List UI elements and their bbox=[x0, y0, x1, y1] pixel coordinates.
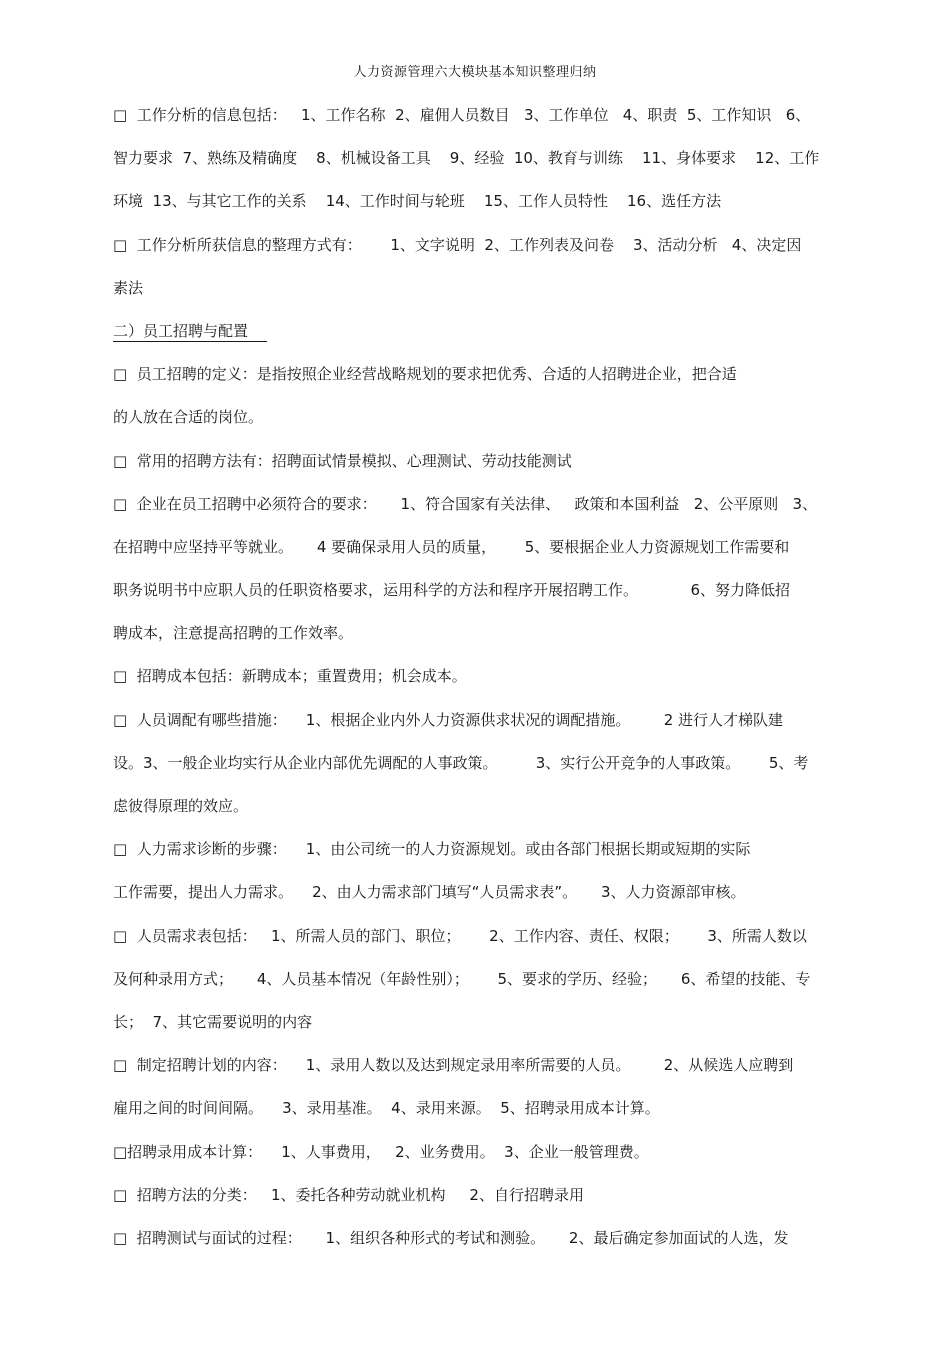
section-heading-text: 二）员工招聘与配置 bbox=[113, 321, 268, 340]
text-line: 在招聘中应坚持平等就业。 4 要确保录用人员的质量， 5、要根据企业人力资源规划工作需要和 bbox=[113, 537, 790, 556]
text-line: □ 人力需求诊断的步骤： 1、由公司统一的人力资源规划。或由各部门根据长期或短期的实际 bbox=[113, 840, 751, 859]
text-line: 长； 7、其它需要说明的内容 bbox=[113, 1012, 313, 1031]
text-line: 素法 bbox=[113, 278, 144, 297]
text-line: 设。3、一般企业均实行从企业内部优先调配的人事政策。 3、实行公开竞争的人事政策。 5、考 bbox=[113, 753, 809, 772]
section-heading bbox=[113, 316, 838, 359]
text-line: 虑彼得原理的效应。 bbox=[113, 797, 249, 815]
text-line: □ 招聘测试与面试的过程： 1、组织各种形式的考试和测验。 2、最后确定参加面试的人选，发 bbox=[113, 1228, 789, 1247]
text-line: □ 员工招聘的定义：是指按照企业经营战略规划的要求把优秀、合适的人招聘进企业，把合适 bbox=[113, 365, 737, 384]
text-line: 聘成本，注意提高招聘的工作效率。 bbox=[113, 624, 354, 643]
text-line: □ 常用的招聘方法有：招聘面试情景模拟、心理测试、劳动技能测试 bbox=[113, 451, 572, 470]
text-line: □ 人员需求表包括： 1、所需人员的部门、职位； 2、工作内容、责任、权限； 3、所需人数以 bbox=[113, 926, 807, 945]
text-line: 及何种录用方式； 4、人员基本情况（年龄性别）； 5、要求的学历、经验； 6、希望的技能、专 bbox=[113, 969, 811, 988]
text-line: 雇用之间的时间间隔。 3、录用基准。 4、录用来源。 5、招聘录用成本计算。 bbox=[113, 1099, 660, 1118]
text-line: 工作需要，提出人力需求。 2、由人力需求部门填写“人员需求表”。 3、人力资源部审核。 bbox=[113, 883, 746, 902]
text-line: □ 制定招聘计划的内容： 1、录用人数以及达到规定录用率所需要的人员。 2、从候选人应聘到 bbox=[113, 1056, 794, 1075]
text-line: □ 企业在员工招聘中必须符合的要求： 1、符合国家有关法律、 政策和本国利益 2、公平原则 3、 bbox=[113, 494, 818, 513]
text-line: □ 招聘方法的分类： 1、委托各种劳动就业机构 2、自行招聘录用 bbox=[113, 1185, 584, 1204]
text-line: 职务说明书中应职人员的任职资格要求，运用科学的方法和程序开展招聘工作。 6、努力降低招 bbox=[113, 581, 790, 600]
text-line: □ 工作分析的信息包括： 1、工作名称 2、雇佣人员数目 3、工作单位 4、职责 5、工作知识 6、 bbox=[113, 106, 811, 124]
page-header: 人力资源管理六大模块基本知识整理归纳 bbox=[353, 65, 597, 80]
text-line: 环境 13、与其它工作的关系 14、工作时间与轮班 15、工作人员特性 16、选任方法 bbox=[113, 192, 722, 211]
text-line: □ 人员调配有哪些措施： 1、根据企业内外人力资源供求状况的调配措施。 2 进行人才梯队建 bbox=[113, 710, 784, 729]
text-line: □招聘录用成本计算： 1、人事费用， 2、业务费用。 3、企业一般管理费。 bbox=[113, 1142, 649, 1161]
text-line: □ 工作分析所获信息的整理方式有： 1、文字说明 2、工作列表及问卷 3、活动分析 4、决定因 bbox=[113, 235, 802, 254]
text-line: 智力要求 7、熟练及精确度 8、机械设备工具 9、经验 10、教育与训练 11、身体要求 12、工作 bbox=[113, 149, 820, 168]
document-body bbox=[113, 100, 838, 1266]
text-line: □ 招聘成本包括：新聘成本；重置费用；机会成本。 bbox=[113, 667, 467, 686]
text-line: 的人放在合适的岗位。 bbox=[113, 408, 264, 427]
